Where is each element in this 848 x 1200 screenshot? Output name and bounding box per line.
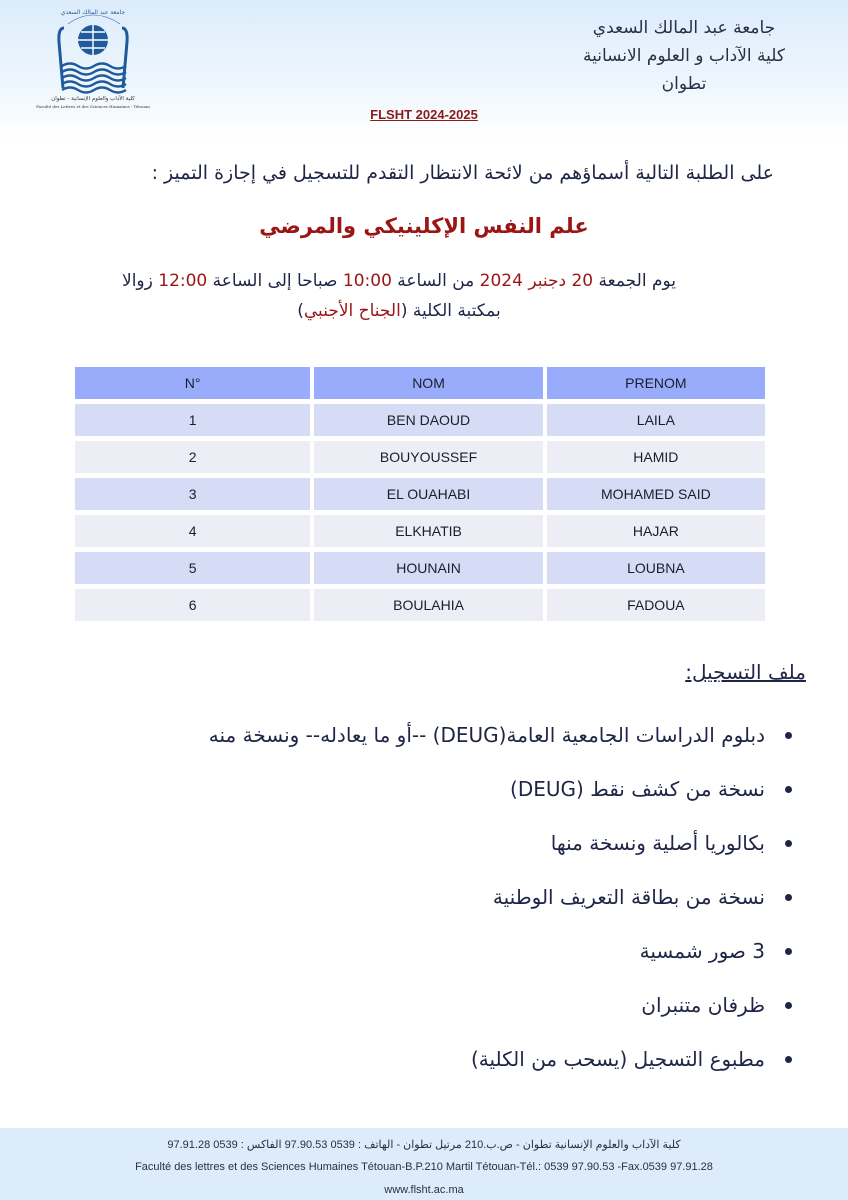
bullet-icon [785,1056,792,1063]
schedule-info [60,266,738,326]
list-item [62,870,822,924]
cell-number: 1 [75,404,310,436]
announcement-intro: على الطلبة التالية أسماؤهم من لائحة الانتظار التقدم للتسجيل في إجازة التميز : [151,162,774,184]
cell-nom: HOUNAIN [314,552,542,584]
academic-year-label: FLSHT 2024-2025 [370,107,478,122]
schedule-start-time: 10:00 [342,271,392,291]
program-title: علم النفس الإكلينيكي والمرضي [259,214,589,238]
table-row [75,441,765,473]
cell-prenom: HAMID [547,441,765,473]
logo-arc-text: جامعة عبد المالك السعدي [60,9,126,16]
logo-icon [28,2,158,112]
city-name: تطوان [661,74,707,94]
column-header-nom: NOM [314,367,542,399]
requirement-text: بكالوريا أصلية ونسخة منها [550,831,765,855]
cell-number: 4 [75,515,310,547]
footer-address-fr: Faculté des lettres et des Sciences Humaines Tétouan-B.P.210 Martil Tétouan-Tél.: 0539 97.90.53 -Fax.0539 97.91.28 [135,1161,713,1173]
cell-prenom: FADOUA [547,589,765,621]
logo-caption-fr: Faculté des Lettres et des Sciences Humaines - Tétouan [36,104,150,109]
cell-nom: BEN DAOUD [314,404,542,436]
requirement-text: 3 صور شمسية [639,939,765,963]
cell-number: 5 [75,552,310,584]
table-row [75,478,765,510]
footer-website-link[interactable]: www.flsht.ac.ma [384,1184,464,1196]
table-header-row [75,367,765,399]
footer-address-ar: كلية الآداب والعلوم الإنسانية تطوان - ص.ب.210 مرتيل تطوان - الهاتف : 0539 97.90.53 الفاكس : 0539 97.91.28 [167,1139,681,1151]
bullet-icon [785,1002,792,1009]
table-row [75,515,765,547]
schedule-from: من الساعة [397,271,475,291]
institution-header [554,14,814,98]
cell-nom: ELKHATIB [314,515,542,547]
cell-prenom: HAJAR [547,515,765,547]
university-logo [28,2,158,112]
schedule-end-time: 12:00 [158,271,208,291]
bullet-icon [785,732,792,739]
students-table [71,362,769,626]
schedule-place-line [60,296,738,326]
place-suffix: ) [297,301,304,321]
requirement-text: دبلوم الدراسات الجامعية العامة(DEUG) --أو ما يعادله-- ونسخة منه [208,723,765,747]
cell-nom: BOUYOUSSEF [314,441,542,473]
faculty-name: كلية الآداب و العلوم الانسانية [582,46,786,66]
bullet-icon [785,894,792,901]
page-footer [0,1128,848,1200]
schedule-day: يوم الجمعة [598,271,676,291]
list-item [62,708,822,762]
schedule-date: 20 دجنبر 2024 [479,271,594,291]
bullet-icon [785,786,792,793]
requirements-list [62,708,822,1086]
university-name: جامعة عبد المالك السعدي [592,18,776,38]
bullet-icon [785,948,792,955]
place-name: الجناح الأجنبي [303,301,401,321]
cell-number: 6 [75,589,310,621]
requirement-text: نسخة من بطاقة التعريف الوطنية [492,885,765,909]
column-header-prenom: PRENOM [547,367,765,399]
requirement-text: نسخة من كشف نقط (DEUG) [510,777,765,801]
cell-nom: EL OUAHABI [314,478,542,510]
requirement-text: ظرفان متنبران [641,993,765,1017]
place-prefix: بمكتبة الكلية ( [400,301,501,321]
cell-number: 2 [75,441,310,473]
table-row [75,552,765,584]
list-item [62,924,822,978]
cell-prenom: LOUBNA [547,552,765,584]
logo-caption-ar: كلية الآداب والعلوم الإنسانية - تطوان [51,96,135,102]
cell-prenom: LAILA [547,404,765,436]
schedule-time-line [60,266,738,296]
requirements-title: ملف التسجيل: [685,660,806,684]
list-item [62,978,822,1032]
requirement-text: مطبوع التسجيل (يسحب من الكلية) [470,1047,765,1071]
schedule-to: صباحا إلى الساعة [212,271,338,291]
table-row [75,589,765,621]
cell-nom: BOULAHIA [314,589,542,621]
column-header-number: N° [75,367,310,399]
table-row [75,404,765,436]
bullet-icon [785,840,792,847]
list-item [62,816,822,870]
list-item [62,1032,822,1086]
list-item [62,762,822,816]
cell-prenom: MOHAMED SAID [547,478,765,510]
cell-number: 3 [75,478,310,510]
schedule-noon: زوالا [122,271,153,291]
